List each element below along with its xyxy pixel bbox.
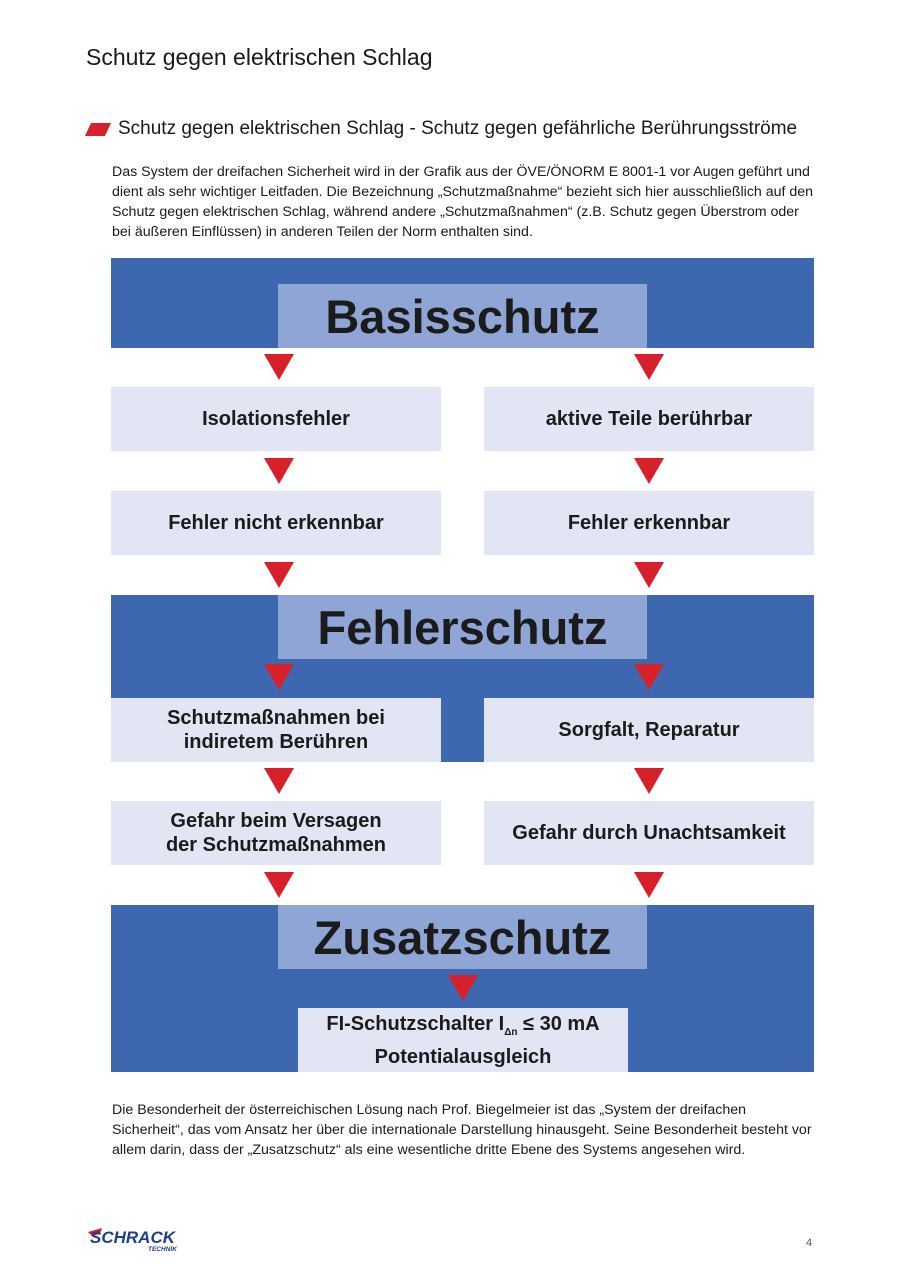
fi-suffix: ≤ 30 mA (517, 1012, 600, 1035)
arrow-down-icon (264, 872, 294, 898)
box-aktive-teile: aktive Teile berührbar (484, 387, 814, 451)
box-fehler-erkennbar: Fehler erkennbar (484, 491, 814, 555)
section-title (88, 118, 797, 140)
fehlerschutz-banner: Fehlerschutz (278, 595, 647, 659)
fi-line (326, 1012, 599, 1045)
fi-subscript: Δn (504, 1026, 518, 1038)
intro-paragraph: Das System der dreifachen Sicherheit wird in der Grafik aus der ÖVE/ÖNORM E 8001-1 vor Augen geführt und dient als sehr wichtiger Leitfaden. Die Bezeichnung „Schutzmaßnahme“ bezieht sich hier ausschließlich auf den Schutz gegen elektrischen Schlag, während andere „Schutzmaßnahmen“ (z.B. Schutz gegen Überstrom oder bei äußeren Einflüssen) in anderen Teilen der Norm enthalten sind. (112, 164, 814, 240)
schrack-logo (86, 1226, 198, 1252)
arrow-down-icon (634, 768, 664, 794)
box-fehler-nicht-erkennbar: Fehler nicht erkennbar (111, 491, 441, 555)
box-line: Schutzmaßnahmen bei (167, 707, 385, 729)
box-line: der Schutzmaßnahmen (165, 834, 387, 856)
box-gefahr-versagen (111, 801, 441, 865)
arrow-down-icon (634, 664, 664, 690)
fi-prefix: FI-Schutzschalter I (326, 1012, 505, 1035)
basisschutz-banner: Basisschutz (278, 284, 647, 348)
page-number: 4 (806, 1237, 813, 1249)
page-header: Schutz gegen elektrischen Schlag (86, 44, 433, 70)
arrow-down-icon (634, 562, 664, 588)
box-sorgfalt: Sorgfalt, Reparatur (484, 698, 814, 762)
arrow-down-icon (264, 562, 294, 588)
zusatzschutz-banner: Zusatzschutz (278, 905, 647, 969)
arrow-down-icon (264, 664, 294, 690)
box-line: Gefahr beim Versagen (170, 810, 382, 832)
logo-subtext: TECHNIK (148, 1246, 177, 1252)
section-title-text: Schutz gegen elektrischen Schlag - Schutz gegen gefährliche Berührungsströme (118, 118, 798, 139)
outro-paragraph: Die Besonderheit der österreichischen Lösung nach Prof. Biegelmeier ist das „System der dreifachen Sicherheit“, das vom Ansatz her über die internationale Darstellung hinausgeht. Seine Besonderheit besteht vor allem darin, dass der „Zusatzschutz“ als eine wesentliche dritte Ebene des Systems angesehen wird. (112, 1102, 812, 1158)
box-isolationsfehler: Isolationsfehler (111, 387, 441, 451)
fehlerschutz-connector (441, 698, 484, 762)
logo-text: SCHRACK (90, 1228, 175, 1247)
arrow-down-icon (264, 768, 294, 794)
box-schutzmassnahmen (111, 698, 441, 762)
arrow-down-icon (264, 354, 294, 380)
arrow-down-icon (634, 872, 664, 898)
box-line: indiretem Berühren (183, 731, 369, 753)
section-marker-icon (85, 123, 111, 136)
arrow-down-icon (264, 458, 294, 484)
arrow-down-icon (634, 458, 664, 484)
arrow-down-icon (448, 975, 478, 1001)
box-fi-schutzschalter (298, 1008, 628, 1072)
arrow-down-icon (634, 354, 664, 380)
potential-line: Potentialausgleich (374, 1045, 552, 1068)
box-gefahr-unachtsamkeit: Gefahr durch Unachtsamkeit (484, 801, 814, 865)
